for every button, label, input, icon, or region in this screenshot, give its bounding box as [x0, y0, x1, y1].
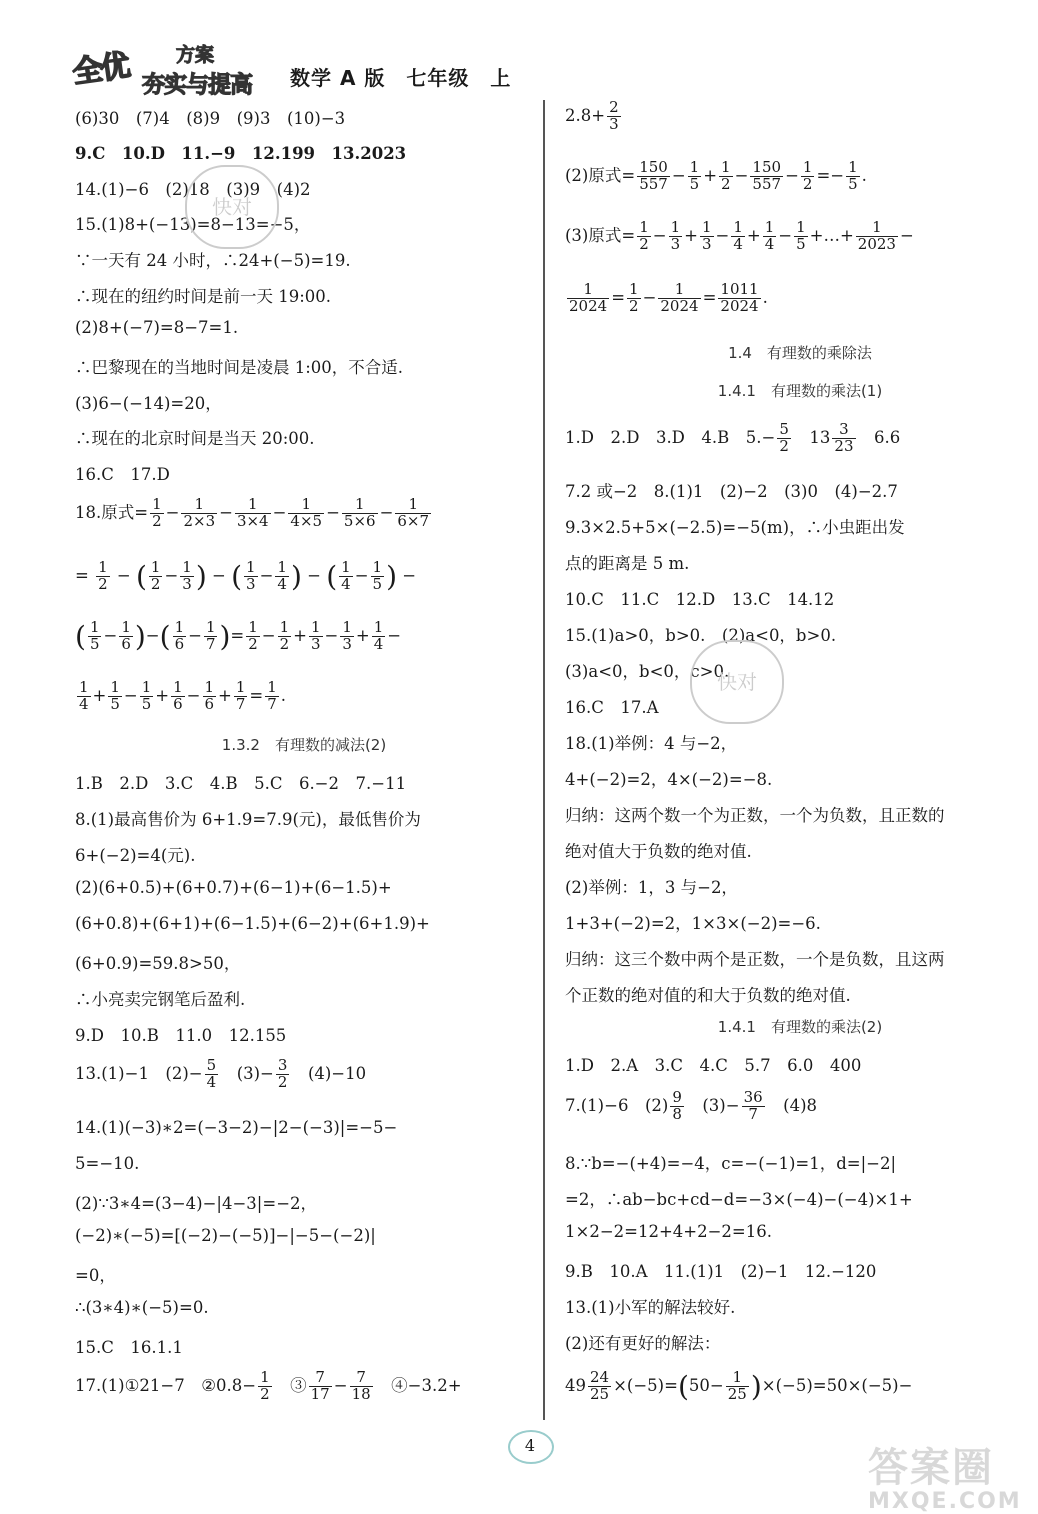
answer-line: (2)8+(−7)=8−7=1.: [75, 318, 239, 337]
answer-line: 9.3×2.5+5×(−2.5)=−5(m)，∴小虫距出发: [565, 518, 905, 537]
answer-line: 7.(1)−6 (2) $\frac{9}{8}$ (3)− $\frac{36}{7}$ (4)8: [565, 1088, 818, 1123]
answer-line: 14.(1)−6 (2)18 (3)9 (4)2: [75, 180, 311, 199]
answer-line: ∴(3∗4)∗(−5)=0.: [75, 1298, 209, 1317]
answer-line: 8.(1)最高售价为 6+1.9=7.9(元)，最低售价为: [75, 810, 421, 829]
answer-line: 15.(1)a>0，b>0. (2)a<0，b>0.: [565, 626, 837, 645]
answer-line: 16.C 17.A: [565, 698, 659, 717]
answer-line: 个正数的绝对值的和大于负数的绝对值.: [565, 986, 851, 1005]
answer-line: 9.D 10.B 11.0 12.155: [75, 1026, 287, 1045]
site-watermark: [868, 1436, 1022, 1514]
answer-line: 13.(1)小军的解法较好.: [565, 1298, 736, 1317]
answer-line: 1.B 2.D 3.C 4.B 5.C 6.−2 7.−11: [75, 774, 407, 793]
logo-text-2: 方案: [176, 44, 215, 66]
answer-line: (2)还有更好的解法：: [565, 1334, 721, 1353]
page-number: [500, 1430, 560, 1466]
answer-line: 6+(−2)=4(元).: [75, 846, 196, 865]
faint-stamp: 快对: [690, 640, 784, 724]
answer-line: ∴巴黎现在的当地时间是凌晨 1:00，不合适.: [75, 358, 404, 377]
formula-line: (3)原式= $\frac{1}{2}$ − $\frac{1}{3}$ + $\frac{1}{3}$ − $\frac{1}{4}$ + $\frac{1}{4}$ − $\frac{1}{5}$ +…+ $\frac{1}{2023}$ −: [565, 218, 914, 253]
text: (4)8: [766, 1095, 818, 1115]
answer-line: 18.(1)举例：4 与−2，: [565, 734, 738, 753]
answer-line: (6+0.8)+(6+1)+(6−1.5)+(6−2)+(6+1.9)+: [75, 914, 430, 933]
text: 49: [565, 1376, 586, 1395]
answer-line: 1.D 2.D 3.D 4.B 5.− $\frac{5}{2}$ 13 $\frac{3}{23}$ 6.6: [565, 420, 901, 455]
logo-text-1: 全优: [70, 48, 131, 91]
answer-line: 14.(1)(−3)∗2=(−3−2)−|2−(−3)|=−5−: [75, 1118, 398, 1137]
answer-line: (3)a<0，b<0，c>0.: [565, 662, 730, 681]
answer-line: 15.(1)8+(−13)=8−13=−5，: [75, 215, 311, 234]
column-divider: [543, 100, 545, 1420]
text: (3)−: [220, 1063, 274, 1083]
answer-line: 16.C 17.D: [75, 465, 170, 484]
answer-line: 10.C 11.C 12.D 13.C 14.12: [565, 590, 835, 609]
logo-text-3: 夯实与提高: [142, 72, 252, 98]
formula-line: $\frac{1}{2024}$ = $\frac{1}{2}$ − $\frac{1}{2024}$ = $\frac{1011}{2024}$ .: [569, 280, 768, 315]
answer-line: ∵一天有 24 小时，∴24+(−5)=19.: [75, 251, 351, 270]
answer-line: 9.C 10.D 11.−9 12.199 13.2023: [75, 144, 407, 163]
answer-line: (2)∵3∗4=(3−4)−|4−3|=−2，: [75, 1194, 318, 1213]
watermark-bottom: MXQE.COM: [868, 1489, 1022, 1514]
formula-line: (2)原式= $\frac{150}{557}$ − $\frac{1}{5}$ + $\frac{1}{2}$ − $\frac{150}{557}$ − $\frac{1}{2}$ =− $\frac{1}{5}$ .: [565, 158, 867, 193]
answer-line: 5=−10.: [75, 1154, 140, 1173]
answer-line: ∴小亮卖完钢笔后盈利.: [75, 990, 246, 1009]
answer-line: =0，: [75, 1266, 116, 1285]
text: ×(−5)=: [613, 1376, 678, 1395]
text: 17.(1)①21−7 ②0.8−: [75, 1375, 257, 1395]
answer-line: ∴现在的纽约时间是前一天 19:00.: [75, 287, 332, 306]
formula-line: $\frac{1}{4}$ + $\frac{1}{5}$ − $\frac{1}{5}$ + $\frac{1}{6}$ − $\frac{1}{6}$ + $\frac{1}{7}$ = $\frac{1}{7}$ .: [79, 678, 287, 713]
formula-prefix: 18.原式=: [75, 502, 149, 522]
watermark-top: 答案圈: [868, 1445, 994, 1491]
answer-line-17: 17.(1)①21−7 ②0.8− $\frac{1}{2}$ ③ $\frac{7}{17}$ − $\frac{7}{18}$ ④−3.2+: [75, 1368, 462, 1403]
answer-line: 1.D 2.A 3.C 4.C 5.7 6.0 400: [565, 1056, 862, 1075]
text: (3)−: [685, 1095, 740, 1115]
answer-line: (−2)∗(−5)=[(−2)−(−5)]−|−5−(−2)|: [75, 1226, 376, 1245]
section-heading: 1.4.1 有理数的乘法(2): [717, 1018, 883, 1036]
answer-line: 15.C 16.1.1: [75, 1338, 183, 1357]
answer-line: (2)举例：1，3 与−2，: [565, 878, 738, 897]
answer-line: (6+0.9)=59.8>50，: [75, 954, 241, 973]
answer-line: 4+(−2)=2，4×(−2)=−8.: [565, 770, 773, 789]
section-heading: 1.4 有理数的乘除法: [728, 344, 872, 362]
text: 7.(1)−6 (2): [565, 1095, 669, 1115]
formula-line: 49 $\frac{24}{25}$ ×(−5)=(50− $\frac{1}{25}$ )×(−5)=50×(−5)−: [565, 1368, 913, 1403]
answer-line: 1×2−2=12+4+2−2=16.: [565, 1222, 772, 1241]
text: 2.8+: [565, 105, 606, 125]
answer-line: 8.∵b=−(+4)=−4，c=−(−1)=1，d=|−2|: [565, 1154, 897, 1173]
answer-line: ∴现在的北京时间是当天 20:00.: [75, 429, 315, 448]
answer-line: 归纳：这三个数中两个是正数，一个是负数，且这两: [565, 950, 945, 969]
text: ④−3.2+: [374, 1375, 462, 1395]
section-heading: 1.3.2 有理数的减法(2): [221, 736, 387, 754]
text: 6.6: [857, 427, 901, 447]
answer-line: (6)30 (7)4 (8)9 (9)3 (10)−3: [75, 109, 346, 128]
text: (3)原式=: [565, 225, 636, 245]
formula-line-18: 18.原式= $\frac{1}{2}$ − $\frac{1}{2\times 3}$ − $\frac{1}{3\times 4}$ − $\frac{1}{4\times 5}$ − $\frac{1}{5\times 6}$ − $\frac{1}{6\times 7}$: [75, 495, 430, 530]
section-heading: 1.4.1 有理数的乘法(1): [717, 382, 883, 400]
period: .: [280, 685, 287, 705]
formula-line: 2.8+ $\frac{2}{3}$: [565, 98, 619, 133]
answer-line: 点的距离是 5 m.: [565, 554, 690, 573]
text: ×(−5)=50×(−5)−: [761, 1376, 913, 1395]
answer-line: 归纳：这两个数一个为正数，一个为负数，且正数的: [565, 806, 945, 825]
text: (2)原式=: [565, 165, 636, 185]
answer-line: 1+3+(−2)=2，1×3×(−2)=−6.: [565, 914, 821, 933]
page-number-text: 4: [524, 1436, 536, 1455]
text: 1.D 2.D 3.D 4.B 5.−: [565, 427, 776, 447]
answer-line: 绝对值大于负数的绝对值.: [565, 842, 752, 861]
answer-line: (2)(6+0.5)+(6+0.7)+(6−1)+(6−1.5)+: [75, 878, 392, 897]
answer-line: 7.2 或−2 8.(1)1 (2)−2 (3)0 (4)−2.7: [565, 482, 898, 501]
text: (4)−10: [291, 1063, 367, 1083]
answer-line: 9.B 10.A 11.(1)1 (2)−1 12.−120: [565, 1262, 877, 1281]
text: ③: [273, 1375, 307, 1395]
formula-line: ( $\frac{1}{5}$ − $\frac{1}{6}$ )−( $\frac{1}{6}$ − $\frac{1}{7}$ )= $\frac{1}{2}$ − $\frac{1}{2}$ + $\frac{1}{3}$ − $\frac{1}{3}$ + $\frac{1}{4}$ −: [75, 618, 402, 653]
faint-stamp: 快对: [185, 165, 279, 249]
answer-line: (3)6−(−14)=20，: [75, 394, 222, 413]
formula-line: = $\frac{1}{2}$ − ( $\frac{1}{2}$ − $\frac{1}{3}$ ) − ( $\frac{1}{3}$ − $\frac{1}{4}$ ) − ( $\frac{1}{4}$ − $\frac{1}{5}$ ) −: [75, 558, 417, 593]
text: 13.(1)−1 (2)−: [75, 1063, 203, 1083]
book-logo: [68, 38, 273, 96]
answer-line-13: 13.(1)−1 (2)− $\frac{5}{4}$ (3)− $\frac{3}{2}$ (4)−10: [75, 1056, 367, 1091]
page-header-title: 数学 A 版 七年级 上: [290, 66, 512, 90]
text: 13: [792, 427, 831, 447]
answer-line: =2，∴ab−bc+cd−d=−3×(−4)−(−4)×1+: [565, 1190, 913, 1209]
